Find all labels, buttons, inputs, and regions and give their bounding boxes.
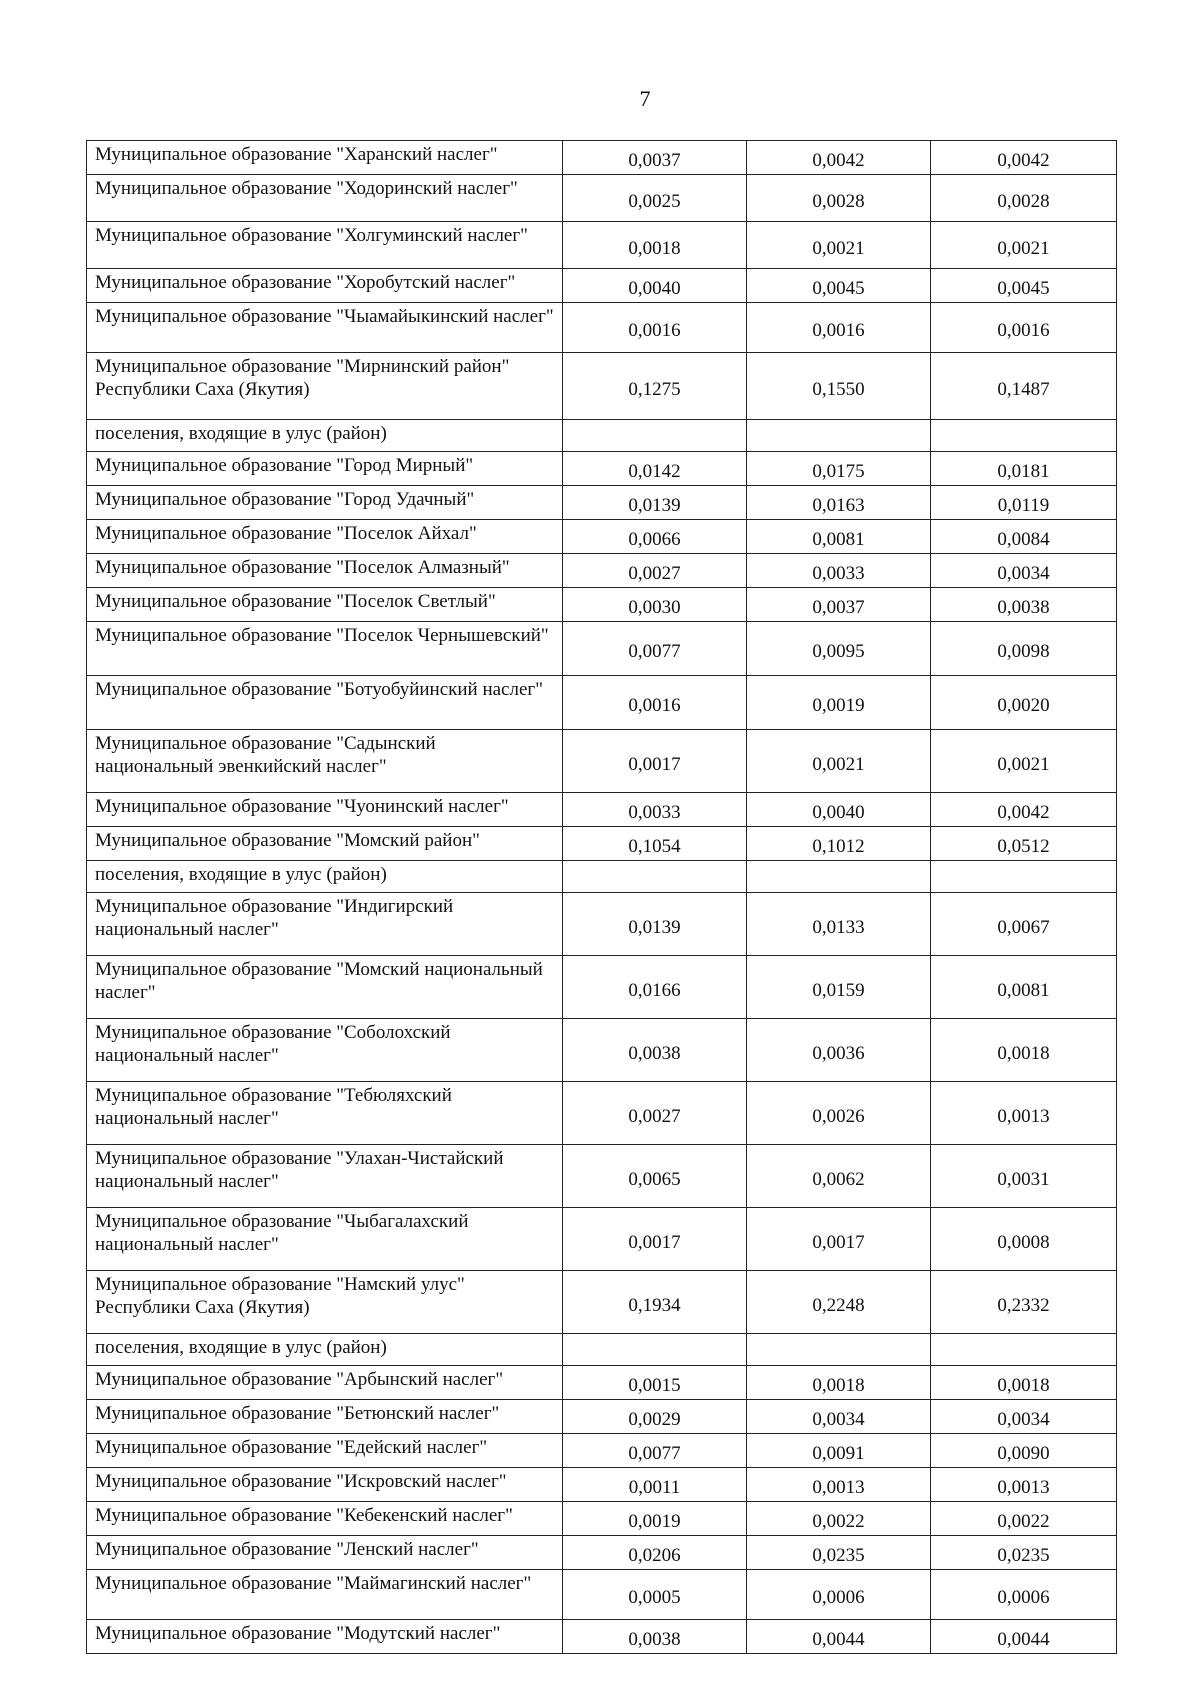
value-cell-1	[563, 420, 747, 452]
value-cell-2: 0,0062	[747, 1145, 931, 1208]
table-row	[87, 861, 1117, 893]
value-cell-3: 0,1487	[931, 353, 1117, 420]
value-cell-3: 0,0013	[931, 1082, 1117, 1145]
value-cell-2: 0,0044	[747, 1620, 931, 1654]
table-row	[87, 730, 1117, 793]
value-cell-3: 0,0021	[931, 730, 1117, 793]
value-cell-3: 0,0084	[931, 520, 1117, 554]
value-cell-2: 0,0133	[747, 893, 931, 956]
value-cell-3: 0,0028	[931, 175, 1117, 222]
value-cell-3: 0,0008	[931, 1208, 1117, 1271]
value-cell-3: 0,0031	[931, 1145, 1117, 1208]
value-cell-3: 0,0090	[931, 1434, 1117, 1468]
municipality-name-cell: Муниципальное образование "Чуонинский наслег"	[87, 793, 563, 827]
municipality-name-cell: Муниципальное образование "Ботуобуйинский наслег"	[87, 676, 563, 730]
table-row	[87, 141, 1117, 175]
table-row	[87, 1019, 1117, 1082]
value-cell-1: 0,0011	[563, 1468, 747, 1502]
value-cell-1: 0,1054	[563, 827, 747, 861]
value-cell-1: 0,0015	[563, 1366, 747, 1400]
value-cell-3: 0,0021	[931, 222, 1117, 269]
value-cell-1: 0,0139	[563, 893, 747, 956]
value-cell-3: 0,0042	[931, 141, 1117, 175]
value-cell-2: 0,0013	[747, 1468, 931, 1502]
municipality-name-cell: Муниципальное образование "Поселок Алмазный"	[87, 554, 563, 588]
municipality-name-cell: Муниципальное образование "Едейский наслег"	[87, 1434, 563, 1468]
municipality-name-cell: Муниципальное образование "Чыбагалахский национальный наслег"	[87, 1208, 563, 1271]
value-cell-1: 0,0030	[563, 588, 747, 622]
value-cell-3: 0,0022	[931, 1502, 1117, 1536]
value-cell-2: 0,0045	[747, 269, 931, 303]
table-row	[87, 793, 1117, 827]
value-cell-1: 0,1275	[563, 353, 747, 420]
municipality-name-cell: Муниципальное образование "Улахан-Чистайский национальный наслег"	[87, 1145, 563, 1208]
value-cell-3: 0,0098	[931, 622, 1117, 676]
value-cell-1: 0,0016	[563, 676, 747, 730]
value-cell-3: 0,0235	[931, 1536, 1117, 1570]
value-cell-1: 0,0033	[563, 793, 747, 827]
table-row	[87, 1082, 1117, 1145]
table-row	[87, 1145, 1117, 1208]
value-cell-3: 0,0067	[931, 893, 1117, 956]
table-row	[87, 622, 1117, 676]
value-cell-2: 0,0034	[747, 1400, 931, 1434]
value-cell-3: 0,0020	[931, 676, 1117, 730]
value-cell-3: 0,0042	[931, 793, 1117, 827]
value-cell-1: 0,0206	[563, 1536, 747, 1570]
municipality-name-cell: Муниципальное образование "Момский национальный наслег"	[87, 956, 563, 1019]
value-cell-3: 0,0181	[931, 452, 1117, 486]
value-cell-2: 0,0235	[747, 1536, 931, 1570]
value-cell-1: 0,1934	[563, 1271, 747, 1334]
value-cell-2: 0,1550	[747, 353, 931, 420]
municipality-name-cell: Муниципальное образование "Холгуминский наслег"	[87, 222, 563, 269]
value-cell-3: 0,0081	[931, 956, 1117, 1019]
table-row	[87, 1434, 1117, 1468]
municipality-name-cell: Муниципальное образование "Мирнинский район" Республики Саха (Якутия)	[87, 353, 563, 420]
table-row	[87, 520, 1117, 554]
value-cell-1: 0,0077	[563, 622, 747, 676]
table-row	[87, 827, 1117, 861]
value-cell-3	[931, 1334, 1117, 1366]
table-row	[87, 175, 1117, 222]
value-cell-3: 0,0018	[931, 1366, 1117, 1400]
table-row	[87, 1570, 1117, 1620]
municipality-name-cell: Муниципальное образование "Маймагинский наслег"	[87, 1570, 563, 1620]
value-cell-2: 0,2248	[747, 1271, 931, 1334]
value-cell-1: 0,0005	[563, 1570, 747, 1620]
value-cell-2	[747, 420, 931, 452]
value-cell-2	[747, 861, 931, 893]
value-cell-1: 0,0018	[563, 222, 747, 269]
value-cell-1	[563, 861, 747, 893]
municipality-name-cell: Муниципальное образование "Хоробутский наслег"	[87, 269, 563, 303]
municipality-name-cell: Муниципальное образование "Город Мирный"	[87, 452, 563, 486]
value-cell-2	[747, 1334, 931, 1366]
value-cell-2: 0,0021	[747, 730, 931, 793]
value-cell-3: 0,2332	[931, 1271, 1117, 1334]
value-cell-3: 0,0044	[931, 1620, 1117, 1654]
table-row	[87, 452, 1117, 486]
table-row	[87, 588, 1117, 622]
value-cell-3: 0,0016	[931, 303, 1117, 353]
municipality-name-cell: Муниципальное образование "Искровский наслег"	[87, 1468, 563, 1502]
value-cell-2: 0,0036	[747, 1019, 931, 1082]
value-cell-2: 0,0016	[747, 303, 931, 353]
value-cell-2: 0,0042	[747, 141, 931, 175]
municipality-name-cell: Муниципальное образование "Модутский наслег"	[87, 1620, 563, 1654]
table-row	[87, 1536, 1117, 1570]
value-cell-2: 0,0163	[747, 486, 931, 520]
municipality-name-cell: Муниципальное образование "Арбынский наслег"	[87, 1366, 563, 1400]
table-row	[87, 1502, 1117, 1536]
municipality-name-cell: Муниципальное образование "Тебюляхский национальный наслег"	[87, 1082, 563, 1145]
value-cell-3: 0,0034	[931, 1400, 1117, 1434]
table-row	[87, 303, 1117, 353]
municipality-name-cell: Муниципальное образование "Ходоринский наслег"	[87, 175, 563, 222]
municipality-name-cell: Муниципальное образование "Садынский национальный эвенкийский наслег"	[87, 730, 563, 793]
page-number: 7	[639, 86, 651, 111]
value-cell-3: 0,0018	[931, 1019, 1117, 1082]
value-cell-1: 0,0017	[563, 1208, 747, 1271]
value-cell-3: 0,0013	[931, 1468, 1117, 1502]
municipality-name-cell: поселения, входящие в улус (район)	[87, 420, 563, 452]
value-cell-1: 0,0038	[563, 1019, 747, 1082]
table-row	[87, 893, 1117, 956]
value-cell-3	[931, 861, 1117, 893]
table-row	[87, 1334, 1117, 1366]
value-cell-2: 0,0040	[747, 793, 931, 827]
value-cell-3: 0,0512	[931, 827, 1117, 861]
municipality-name-cell: Муниципальное образование "Город Удачный"	[87, 486, 563, 520]
table-row	[87, 222, 1117, 269]
value-cell-1: 0,0029	[563, 1400, 747, 1434]
municipality-name-cell: поселения, входящие в улус (район)	[87, 861, 563, 893]
value-cell-1: 0,0142	[563, 452, 747, 486]
table-row	[87, 269, 1117, 303]
table-body	[87, 141, 1117, 1654]
table-row	[87, 1208, 1117, 1271]
table-row	[87, 1400, 1117, 1434]
value-cell-2: 0,0159	[747, 956, 931, 1019]
value-cell-2: 0,0022	[747, 1502, 931, 1536]
value-cell-2: 0,0028	[747, 175, 931, 222]
value-cell-1: 0,0016	[563, 303, 747, 353]
municipality-name-cell: Муниципальное образование "Харанский наслег"	[87, 141, 563, 175]
table-row	[87, 353, 1117, 420]
value-cell-1: 0,0166	[563, 956, 747, 1019]
value-cell-1: 0,0019	[563, 1502, 747, 1536]
value-cell-2: 0,0081	[747, 520, 931, 554]
municipality-name-cell: Муниципальное образование "Момский район"	[87, 827, 563, 861]
data-table	[86, 140, 1117, 1654]
municipality-name-cell: Муниципальное образование "Индигирский национальный наслег"	[87, 893, 563, 956]
municipality-name-cell: Муниципальное образование "Поселок Светлый"	[87, 588, 563, 622]
value-cell-2: 0,0006	[747, 1570, 931, 1620]
value-cell-2: 0,0175	[747, 452, 931, 486]
value-cell-2: 0,1012	[747, 827, 931, 861]
municipality-name-cell: Муниципальное образование "Ленский наслег"	[87, 1536, 563, 1570]
value-cell-1: 0,0038	[563, 1620, 747, 1654]
table-row	[87, 956, 1117, 1019]
value-cell-3: 0,0034	[931, 554, 1117, 588]
table-row	[87, 1620, 1117, 1654]
value-cell-1: 0,0027	[563, 1082, 747, 1145]
municipality-name-cell: Муниципальное образование "Бетюнский наслег"	[87, 1400, 563, 1434]
value-cell-2: 0,0026	[747, 1082, 931, 1145]
value-cell-3: 0,0045	[931, 269, 1117, 303]
value-cell-2: 0,0021	[747, 222, 931, 269]
municipality-name-cell: Муниципальное образование "Поселок Айхал"	[87, 520, 563, 554]
value-cell-1	[563, 1334, 747, 1366]
municipality-name-cell: Муниципальное образование "Кебекенский наслег"	[87, 1502, 563, 1536]
value-cell-2: 0,0033	[747, 554, 931, 588]
value-cell-1: 0,0027	[563, 554, 747, 588]
table-row	[87, 420, 1117, 452]
table-row	[87, 1271, 1117, 1334]
value-cell-2: 0,0037	[747, 588, 931, 622]
value-cell-1: 0,0065	[563, 1145, 747, 1208]
value-cell-1: 0,0077	[563, 1434, 747, 1468]
value-cell-2: 0,0091	[747, 1434, 931, 1468]
value-cell-1: 0,0037	[563, 141, 747, 175]
table-row	[87, 1468, 1117, 1502]
value-cell-1: 0,0025	[563, 175, 747, 222]
value-cell-1: 0,0139	[563, 486, 747, 520]
municipality-name-cell: Муниципальное образование "Поселок Чернышевский"	[87, 622, 563, 676]
value-cell-2: 0,0095	[747, 622, 931, 676]
table-row	[87, 486, 1117, 520]
table-row	[87, 1366, 1117, 1400]
value-cell-3: 0,0006	[931, 1570, 1117, 1620]
table-row	[87, 676, 1117, 730]
value-cell-3: 0,0038	[931, 588, 1117, 622]
municipality-name-cell: Муниципальное образование "Соболохский национальный наслег"	[87, 1019, 563, 1082]
value-cell-2: 0,0017	[747, 1208, 931, 1271]
value-cell-3: 0,0119	[931, 486, 1117, 520]
value-cell-1: 0,0040	[563, 269, 747, 303]
value-cell-3	[931, 420, 1117, 452]
municipality-name-cell: Муниципальное образование "Намский улус" Республики Саха (Якутия)	[87, 1271, 563, 1334]
table-row	[87, 554, 1117, 588]
value-cell-1: 0,0066	[563, 520, 747, 554]
municipality-name-cell: Муниципальное образование "Чыамайыкинский наслег"	[87, 303, 563, 353]
municipality-name-cell: поселения, входящие в улус (район)	[87, 1334, 563, 1366]
value-cell-1: 0,0017	[563, 730, 747, 793]
value-cell-2: 0,0019	[747, 676, 931, 730]
value-cell-2: 0,0018	[747, 1366, 931, 1400]
